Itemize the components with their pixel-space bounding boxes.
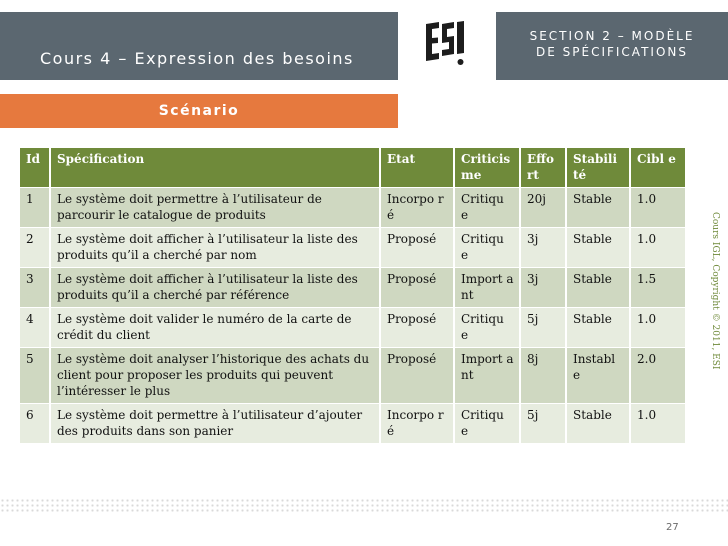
table-row bbox=[20, 308, 686, 348]
page-number: 27 bbox=[666, 522, 679, 533]
cell-id: 5 bbox=[20, 348, 50, 404]
copyright-note bbox=[706, 212, 720, 372]
cell-etat: Incorpo ré bbox=[380, 188, 454, 228]
cell-etat: Proposé bbox=[380, 268, 454, 308]
column-header-etat: Etat bbox=[380, 148, 454, 188]
section-title-bar bbox=[496, 12, 728, 80]
copyright-text: Cours IGL, Copyright © 2011, ESI bbox=[710, 212, 720, 370]
cell-criticisme: Import ant bbox=[454, 268, 520, 308]
column-header-cible: Cibl e bbox=[630, 148, 686, 188]
cell-criticisme: Critiqu e bbox=[454, 404, 520, 444]
scenario-bar bbox=[0, 94, 398, 128]
cell-cible: 2.0 bbox=[630, 348, 686, 404]
scenario-title: Scénario bbox=[158, 103, 240, 119]
section-title-line-2: DE SPÉCIFICATIONS bbox=[536, 45, 688, 59]
cell-specification: Le système doit analyser l’historique des achats du client pour proposer les produits qui peuvent l’intéresser le plus bbox=[50, 348, 380, 404]
cell-id: 3 bbox=[20, 268, 50, 308]
cell-stabilite: Stable bbox=[566, 268, 630, 308]
cell-effort: 3j bbox=[520, 228, 566, 268]
column-header-stabilite: Stabili té bbox=[566, 148, 630, 188]
column-header-criticisme: Criticis me bbox=[454, 148, 520, 188]
cell-specification: Le système doit valider le numéro de la carte de crédit du client bbox=[50, 308, 380, 348]
cell-etat: Proposé bbox=[380, 308, 454, 348]
course-title: Cours 4 – Expression des besoins bbox=[40, 49, 354, 68]
header-title-bar bbox=[0, 12, 398, 80]
table-row bbox=[20, 268, 686, 308]
footer-dotted-band bbox=[0, 498, 728, 512]
cell-effort: 20j bbox=[520, 188, 566, 228]
cell-cible: 1.0 bbox=[630, 188, 686, 228]
cell-etat: Incorpo ré bbox=[380, 404, 454, 444]
table-header-row bbox=[20, 148, 686, 188]
section-title-line-1: SECTION 2 – MODÈLE bbox=[529, 29, 695, 43]
cell-id: 4 bbox=[20, 308, 50, 348]
cell-etat: Proposé bbox=[380, 348, 454, 404]
cell-id: 2 bbox=[20, 228, 50, 268]
cell-specification: Le système doit afficher à l’utilisateur la liste des produits qu’il a cherché par nom bbox=[50, 228, 380, 268]
cell-stabilite: Stable bbox=[566, 308, 630, 348]
cell-stabilite: Instabl e bbox=[566, 348, 630, 404]
specification-table bbox=[20, 148, 687, 444]
cell-criticisme: Critiqu e bbox=[454, 308, 520, 348]
table-row bbox=[20, 348, 686, 404]
cell-criticisme: Critiqu e bbox=[454, 188, 520, 228]
table-row bbox=[20, 228, 686, 268]
cell-criticisme: Critiqu e bbox=[454, 228, 520, 268]
cell-cible: 1.0 bbox=[630, 404, 686, 444]
cell-specification: Le système doit afficher à l’utilisateur la liste des produits qu’il a cherché par référence bbox=[50, 268, 380, 308]
table-row bbox=[20, 188, 686, 228]
esi-logo bbox=[424, 18, 468, 70]
cell-stabilite: Stable bbox=[566, 188, 630, 228]
cell-id: 1 bbox=[20, 188, 50, 228]
cell-cible: 1.0 bbox=[630, 308, 686, 348]
cell-effort: 5j bbox=[520, 308, 566, 348]
column-header-specification: Spécification bbox=[50, 148, 380, 188]
cell-cible: 1.5 bbox=[630, 268, 686, 308]
column-header-id: Id bbox=[20, 148, 50, 188]
cell-criticisme: Import ant bbox=[454, 348, 520, 404]
cell-stabilite: Stable bbox=[566, 228, 630, 268]
cell-etat: Proposé bbox=[380, 228, 454, 268]
table-row bbox=[20, 404, 686, 444]
cell-id: 6 bbox=[20, 404, 50, 444]
column-header-effort: Effo rt bbox=[520, 148, 566, 188]
cell-effort: 3j bbox=[520, 268, 566, 308]
cell-effort: 8j bbox=[520, 348, 566, 404]
cell-effort: 5j bbox=[520, 404, 566, 444]
cell-specification: Le système doit permettre à l’utilisateur d’ajouter des produits dans son panier bbox=[50, 404, 380, 444]
cell-cible: 1.0 bbox=[630, 228, 686, 268]
cell-specification: Le système doit permettre à l’utilisateur de parcourir le catalogue de produits bbox=[50, 188, 380, 228]
cell-stabilite: Stable bbox=[566, 404, 630, 444]
